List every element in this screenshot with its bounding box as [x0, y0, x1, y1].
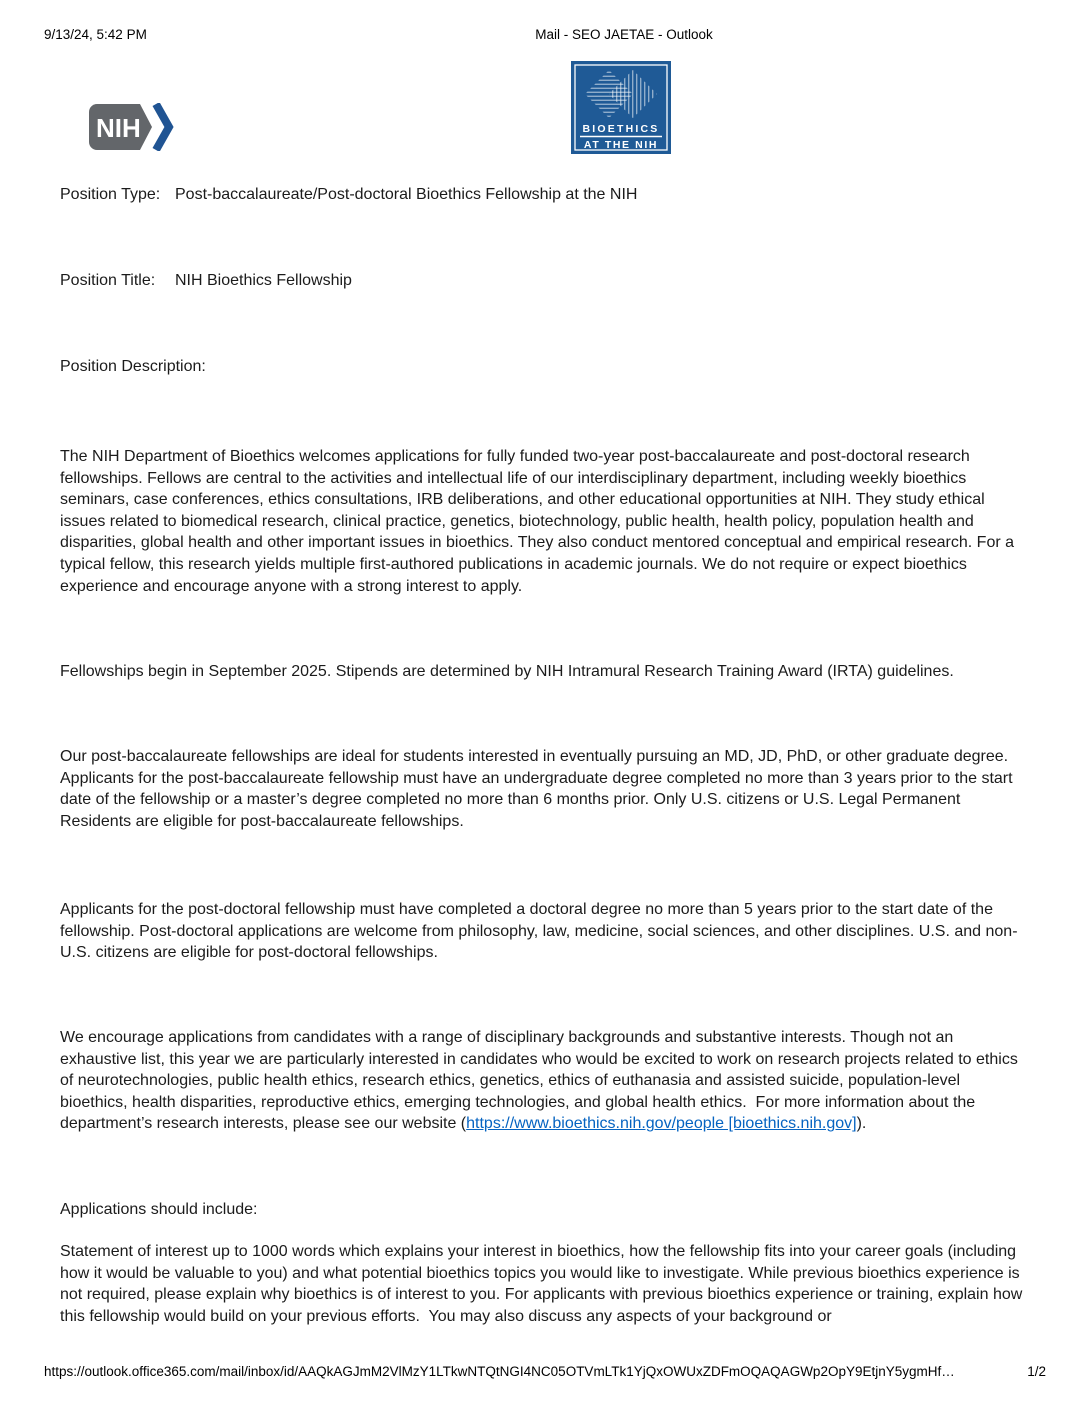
research-interests-text-before-link: We encourage applications from candidates with a range of disciplinary backgrounds and substantive interests. Though not an exhaustive list, this year we are particularly interested in candidates who would be excited to work on research projects related to ethics of neurotechnologies, public health ethics, research ethics, genetics, ethics of euthanasia and assisted suicide, population-level bioethics, health disparities, reproductive ethics, emerging technologies, and global health ethics. For more information about the department’s research interests, please see our website (	[60, 1029, 1023, 1133]
paragraph-start-date: Fellowships begin in September 2025. Stipends are determined by NIH Intramural Research Training Award (IRTA) guidelines.	[60, 663, 954, 680]
bioethics-logo-icon	[570, 61, 672, 154]
print-footer-page-indicator: 1/2	[1027, 1364, 1046, 1379]
paragraph-postdoc-eligibility: Applicants for the post-doctoral fellowship must have completed a doctoral degree no more than 5 years prior to the start date of the fellowship. Post-doctoral applications are welcome from philosophy, law, medicine, social sciences, and other disciplines. U.S. and non-U.S. citizens are eligible for post-doctoral fellowships.	[60, 901, 1018, 962]
paragraph-research-interests	[60, 1027, 1028, 1135]
print-footer	[44, 1364, 1046, 1379]
print-header-datetime: 9/13/24, 5:42 PM	[44, 27, 147, 42]
nih-logo-text: NIH	[96, 113, 141, 143]
print-header-title: Mail - SEO JAETAE - Outlook	[535, 27, 713, 42]
nih-logo	[88, 103, 174, 156]
print-footer-url: https://outlook.office365.com/mail/inbox/id/AAQkAGJmM2VlMzY1LTkwNTQtNGI4NC05OTVmLTk1YjQxOWUxZDFmOQAQAGWp2OpY9EtjnY5ygmHf…	[44, 1364, 955, 1379]
paragraph-postbac-eligibility: Our post-baccalaureate fellowships are ideal for students interested in eventually pursuing an MD, JD, PhD, or other graduate degree. Applicants for the post-baccalaureate fellowship must have an undergraduate degree completed no more than 3 years prior to the start date of the fellowship or a master’s degree completed no more than 6 months prior. Only U.S. citizens or U.S. Legal Permanent Residents are eligible for post-baccalaureate fellowships.	[60, 748, 1018, 830]
bioethics-logo-line2: AT THE NIH	[583, 139, 659, 151]
paragraph-overview: The NIH Department of Bioethics welcomes applications for fully funded two-year post-baccalaureate and post-doctoral research fellowships. Fellows are central to the activities and intellectual life of our interdisciplinary department, including weekly bioethics seminars, case conferences, ethics consultations, IRB deliberations, and other educational opportunities at NIH. They study ethical issues related to biomedical research, clinical practice, genetics, biotechnology, public health, health policy, population health and disparities, global health and other important issues in bioethics. They also conduct mentored conceptual and empirical research. For a typical fellow, this research yields multiple first-authored publications in academic journals. We do not require or expect bioethics experience and encourage anyone with a strong interest to apply.	[60, 448, 1019, 595]
bioethics-logo	[570, 61, 672, 159]
research-interests-text-after-link: ).	[856, 1115, 867, 1133]
position-title-value: NIH Bioethics Fellowship	[175, 272, 352, 289]
position-type-label: Position Type:	[60, 186, 161, 203]
position-title-row	[60, 270, 1028, 292]
bioethics-website-link[interactable]: https://www.bioethics.nih.gov/people [bioethics.nih.gov]	[466, 1115, 857, 1133]
bioethics-logo-line1: BIOETHICS	[582, 123, 660, 135]
nih-logo-icon	[88, 103, 174, 151]
position-type-value: Post-baccalaureate/Post-doctoral Bioethics Fellowship at the NIH	[175, 186, 638, 203]
position-description-label: Position Description:	[60, 358, 206, 375]
paragraph-statement-of-interest: Statement of interest up to 1000 words which explains your interest in bioethics, how the fellowship fits into your career goals (including how it would be valuable to you) and what potential bioethics topics you would like to investigate. While previous bioethics experience is not required, please explain why bioethics is of interest to you. For applicants with previous bioethics experience or training, explain how this fellowship would build on your previous efforts. You may also discuss any aspects of your background or	[60, 1243, 1027, 1325]
position-type-row	[60, 184, 1028, 206]
position-title-label: Position Title:	[60, 272, 156, 289]
applications-should-include-heading: Applications should include:	[60, 1201, 258, 1218]
